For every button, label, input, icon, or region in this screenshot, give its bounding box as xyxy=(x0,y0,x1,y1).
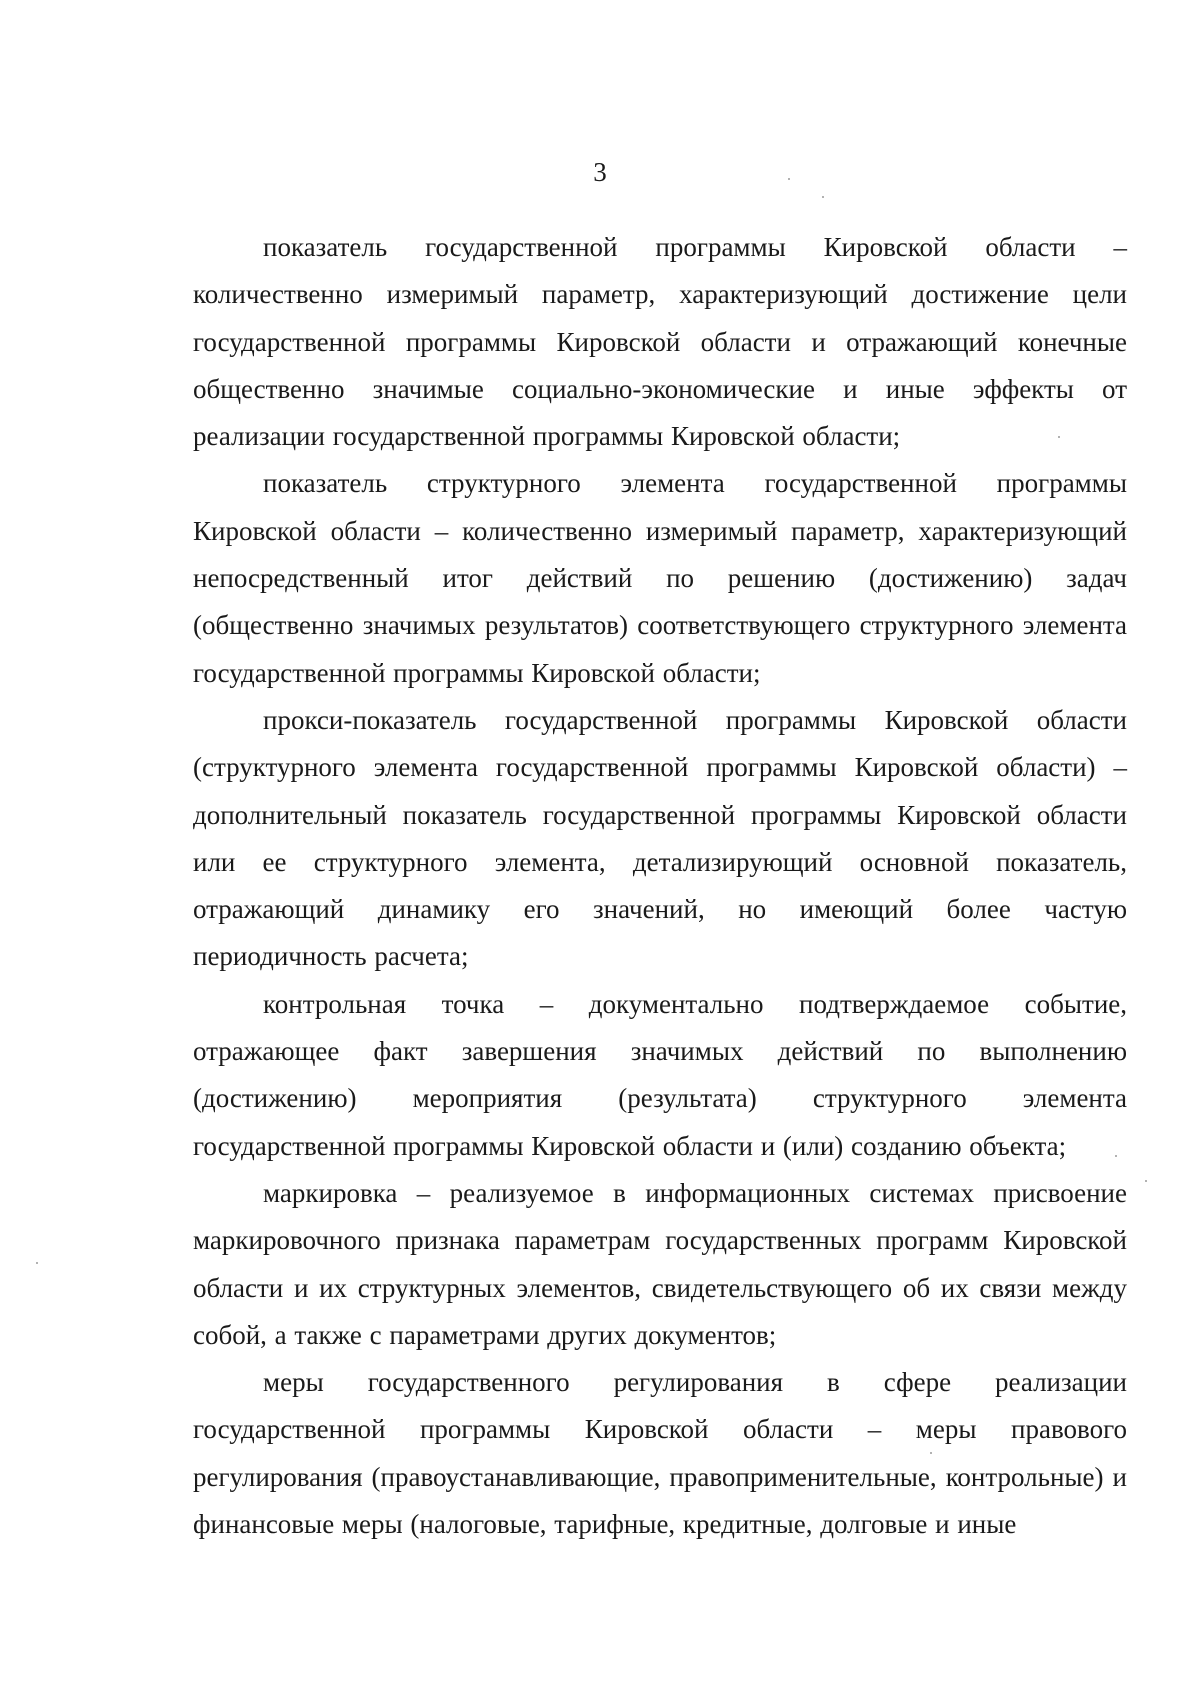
paragraph-structural-element-indicator: показатель структурного элемента государственной программы Кировской области – количественно измеримый параметр, характеризующий непосредственный итог действий по решению (достижению) задач (общественно значимых результатов) соответствующего структурного элемента государственной программы Кировской области; xyxy=(193,468,1127,688)
paragraph-marking: маркировка – реализуемое в информационных системах присвоение маркировочного признака параметрам государственных программ Кировской области и их структурных элементов, свидетельствующего об их связи между собой, а также с параметрами других документов; xyxy=(193,1177,1127,1350)
paragraph-regulation-measures: меры государственного регулирования в сфере реализации государственной программы Кировской области – меры правового регулирования (правоустанавливающие, правоприменительные, контрольные) и финансовые меры (налоговые, тарифные, кредитные, долговые и иные xyxy=(193,1367,1127,1540)
document-body xyxy=(193,224,1127,1548)
scan-speck xyxy=(788,178,790,180)
paragraph-proxy-indicator: прокси-показатель государственной программы Кировской области (структурного элемента государственной программы Кировской области) – дополнительный показатель государственной программы Кировской области или ее структурного элемента, детализирующий основной показатель, отражающий динамику его значений, но имеющий более частую периодичность расчета; xyxy=(193,704,1127,972)
scan-speck xyxy=(930,1452,932,1454)
scan-speck xyxy=(36,1262,38,1264)
scan-speck xyxy=(1058,436,1060,438)
page-number: 3 xyxy=(593,157,607,187)
scan-speck xyxy=(1115,1155,1117,1157)
paragraph-control-point: контрольная точка – документально подтверждаемое событие, отражающее факт завершения значимых действий по выполнению (достижению) мероприятия (результата) структурного элемента государственной программы Кировской области и (или) созданию объекта; xyxy=(193,988,1127,1161)
scan-speck xyxy=(1145,1180,1147,1182)
scan-speck xyxy=(822,196,824,198)
paragraph-program-indicator: показатель государственной программы Кировской области – количественно измеримый параметр, характеризующий достижение цели государственной программы Кировской области и отражающий конечные общественно значимые социально-экономические и иные эффекты от реализации государственной программы Кировской области; xyxy=(193,232,1127,452)
